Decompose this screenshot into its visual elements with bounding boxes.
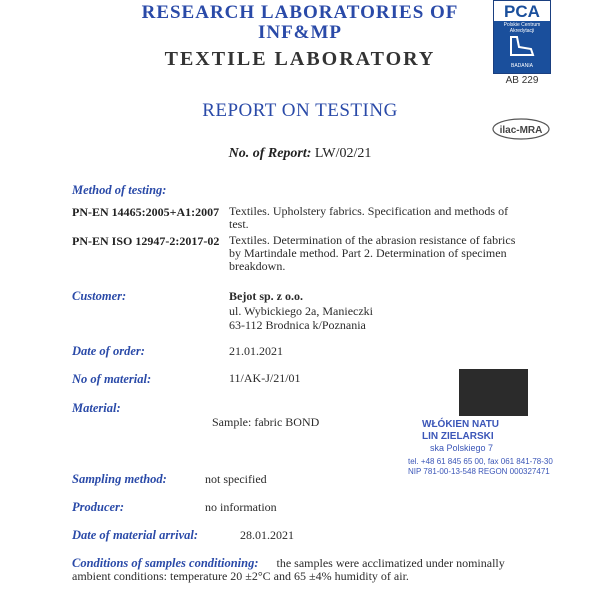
standard-desc-2b: by Martindale method. Part 2. Determination of specimen bbox=[229, 246, 507, 260]
producer-label: Producer: bbox=[72, 500, 125, 514]
method-label: Method of testing: bbox=[72, 183, 167, 197]
customer-street: ul. Wybickiego 2a, Manieczki bbox=[229, 304, 374, 318]
conditions-line1: the samples were acclimatized under nominally bbox=[276, 556, 505, 570]
report-number bbox=[0, 146, 600, 162]
stamp-line1: WŁÓKIEN NATU bbox=[422, 419, 500, 430]
lab-name-line2: INF&MP bbox=[257, 22, 343, 43]
accreditation-number: AB 229 bbox=[505, 75, 539, 86]
standard-desc-2c: breakdown. bbox=[229, 259, 286, 273]
material-value: Sample: fabric BOND bbox=[212, 415, 320, 429]
stamp-line3: ska Polskiego 7 bbox=[430, 443, 494, 453]
pca-foot-text: BADANIA bbox=[511, 63, 533, 69]
standard-desc-2a: Textiles. Determination of the abrasion resistance of fabrics bbox=[229, 233, 516, 247]
stamp-line5: NIP 781-00-13-548 REGON 000327471 bbox=[408, 467, 550, 476]
standard-desc-1a: Textiles. Upholstery fabrics. Specification and methods of bbox=[229, 204, 509, 218]
sampling-method-value: not specified bbox=[205, 472, 267, 486]
report-number-value: LW/02/21 bbox=[314, 146, 372, 161]
arrival-date-label: Date of material arrival: bbox=[72, 528, 199, 542]
conditions-line2: ambient conditions: temperature 20 ±2°C and 65 ±4% humidity of air. bbox=[72, 569, 409, 583]
material-number-label: No of material: bbox=[72, 372, 152, 386]
ilac-logo-text: ilac-MRA bbox=[499, 125, 543, 136]
customer-city: 63-112 Brodnica k/Poznania bbox=[229, 318, 366, 332]
institute-stamp bbox=[408, 417, 560, 479]
report-title: REPORT ON TESTING bbox=[202, 100, 398, 121]
customer-label: Customer: bbox=[72, 289, 127, 303]
stamp-line4: tel. +48 61 845 65 00, fax 061 841-78-30 bbox=[408, 457, 553, 466]
sampling-method-label: Sampling method: bbox=[72, 472, 167, 486]
stamp-line2: LIN ZIELARSKI bbox=[422, 431, 494, 442]
standard-desc-1b: test. bbox=[229, 217, 249, 231]
pca-accreditation-badge bbox=[493, 0, 551, 74]
producer-value: no information bbox=[205, 500, 277, 514]
material-number-value: 11/AK-J/21/01 bbox=[229, 371, 301, 385]
report-number-label: No. of Report: bbox=[228, 146, 312, 161]
lab-name-line1: RESEARCH LABORATORIES OF bbox=[141, 2, 459, 23]
date-of-order-label: Date of order: bbox=[72, 344, 145, 358]
material-label: Material: bbox=[72, 401, 121, 415]
pca-small-text: Polskie Centrum Akredytacji bbox=[503, 22, 541, 34]
pca-logo-text: PCA bbox=[504, 2, 540, 21]
lab-department: TEXTILE LABORATORY bbox=[164, 48, 436, 70]
conditions-label: Conditions of samples conditioning: bbox=[72, 556, 259, 570]
fabric-sample-swatch bbox=[459, 369, 528, 416]
arrival-date-value: 28.01.2021 bbox=[240, 528, 294, 542]
date-of-order-value: 21.01.2021 bbox=[229, 344, 283, 358]
standard-code-2: PN-EN ISO 12947-2:2017-02 bbox=[72, 234, 220, 248]
customer-name: Bejot sp. z o.o. bbox=[229, 289, 303, 303]
standard-code-1: PN-EN 14465:2005+A1:2007 bbox=[72, 205, 220, 219]
foot-icon bbox=[507, 33, 537, 59]
